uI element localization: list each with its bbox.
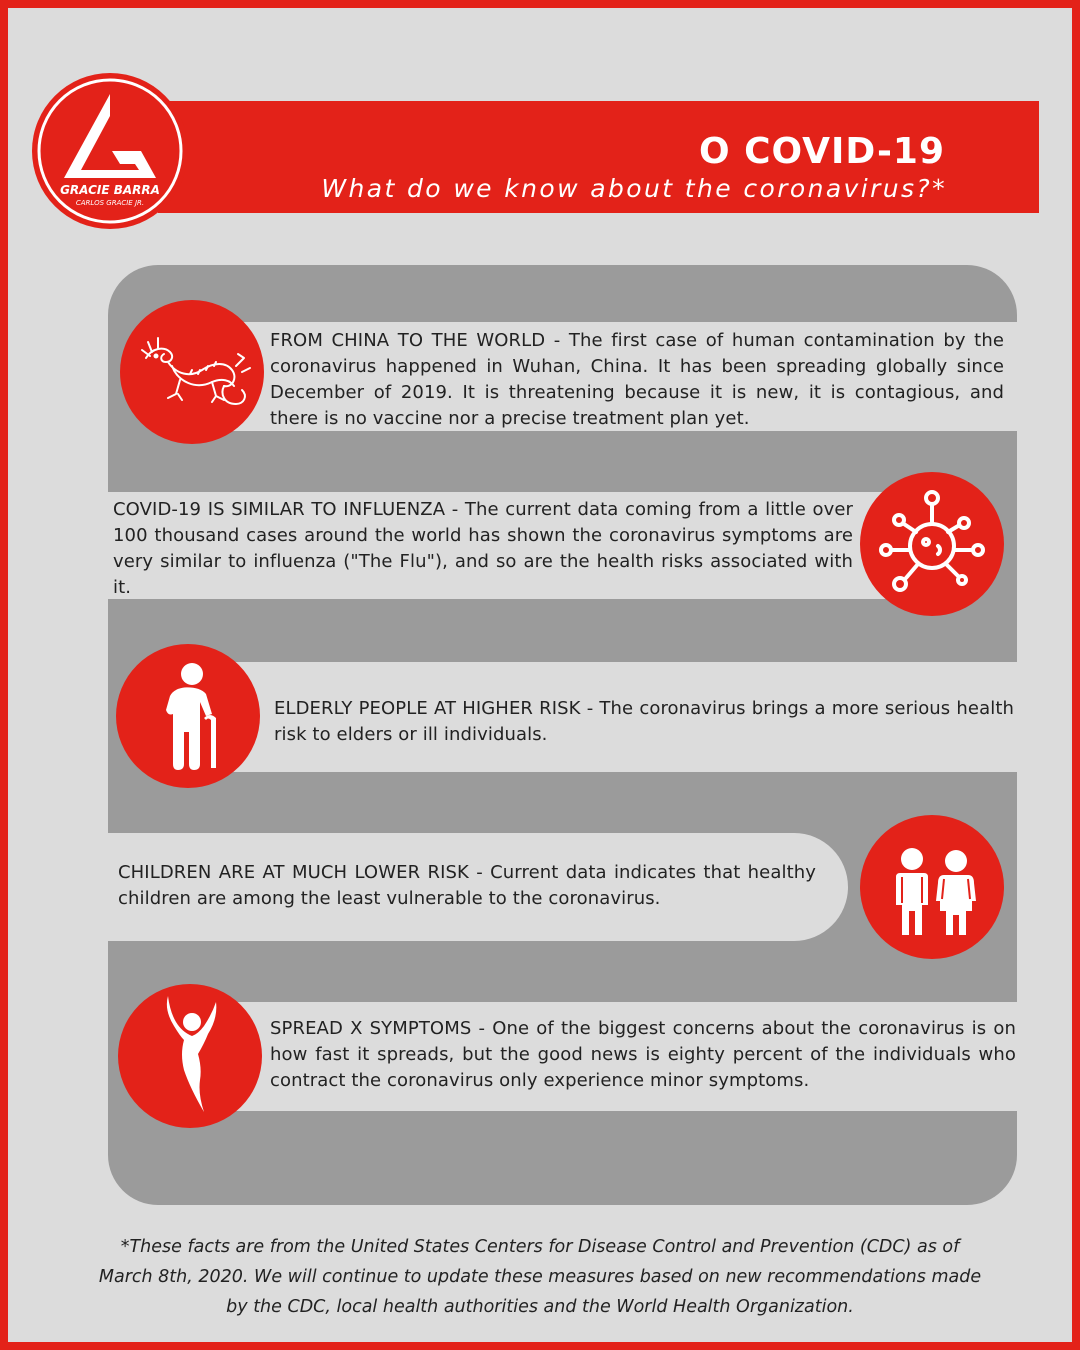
raised-arms-person-icon-circle <box>118 984 262 1128</box>
virus-icon <box>860 472 1004 616</box>
children-icon-circle <box>860 815 1004 959</box>
elderly-person-icon-circle <box>116 644 260 788</box>
section-text-4: CHILDREN ARE AT MUCH LOWER RISK - Current data indicates that healthy children are among the least vulnerable to the coronavirus. <box>118 862 816 909</box>
dragon-icon <box>120 300 264 444</box>
page-title: O COVID-19 <box>698 131 945 172</box>
gracie-barra-logo <box>30 71 190 231</box>
elderly-person-icon <box>116 644 260 788</box>
logo-tagline-text: CARLOS GRACIE JR. <box>75 199 145 207</box>
footnote: *These facts are from the United States Centers for Disease Control and Prevention (CDC) as of March 8th, 2020. We will continue to update these measures based on new recommendations made by the CDC, local health authorities and the World Health Organization. <box>98 1237 982 1317</box>
page-subtitle: What do we know about the coronavirus?* <box>321 174 947 203</box>
section-text-1: FROM CHINA TO THE WORLD - The first case of human contamination by the coronavirus happened in Wuhan, China. It has been spreading globally since December of 2019. It is threatening because it is new, it is contagious, and there is no vaccine nor a precise treatment plan yet. <box>270 330 1004 429</box>
header-bar <box>158 101 1039 213</box>
section-text-2: COVID-19 IS SIMILAR TO INFLUENZA - The current data coming from a little over 100 thousand cases around the world has shown the coronavirus symptoms are very similar to influenza ("The Flu"), and so are the health risks associated with it. <box>113 499 853 598</box>
logo-brand-text: GRACIE BARRA <box>60 183 160 197</box>
children-icon <box>860 815 1004 959</box>
virus-icon-circle <box>860 472 1004 616</box>
section-text-3: ELDERLY PEOPLE AT HIGHER RISK - The coronavirus brings a more serious health risk to elders or ill individuals. <box>274 698 1014 745</box>
section-text-5: SPREAD X SYMPTOMS - One of the biggest concerns about the coronavirus is on how fast it spreads, but the good news is eighty percent of the individuals who contract the coronavirus only experience minor symptoms. <box>270 1018 1016 1091</box>
raised-arms-person-icon <box>118 984 262 1128</box>
dragon-icon-circle <box>120 300 264 444</box>
